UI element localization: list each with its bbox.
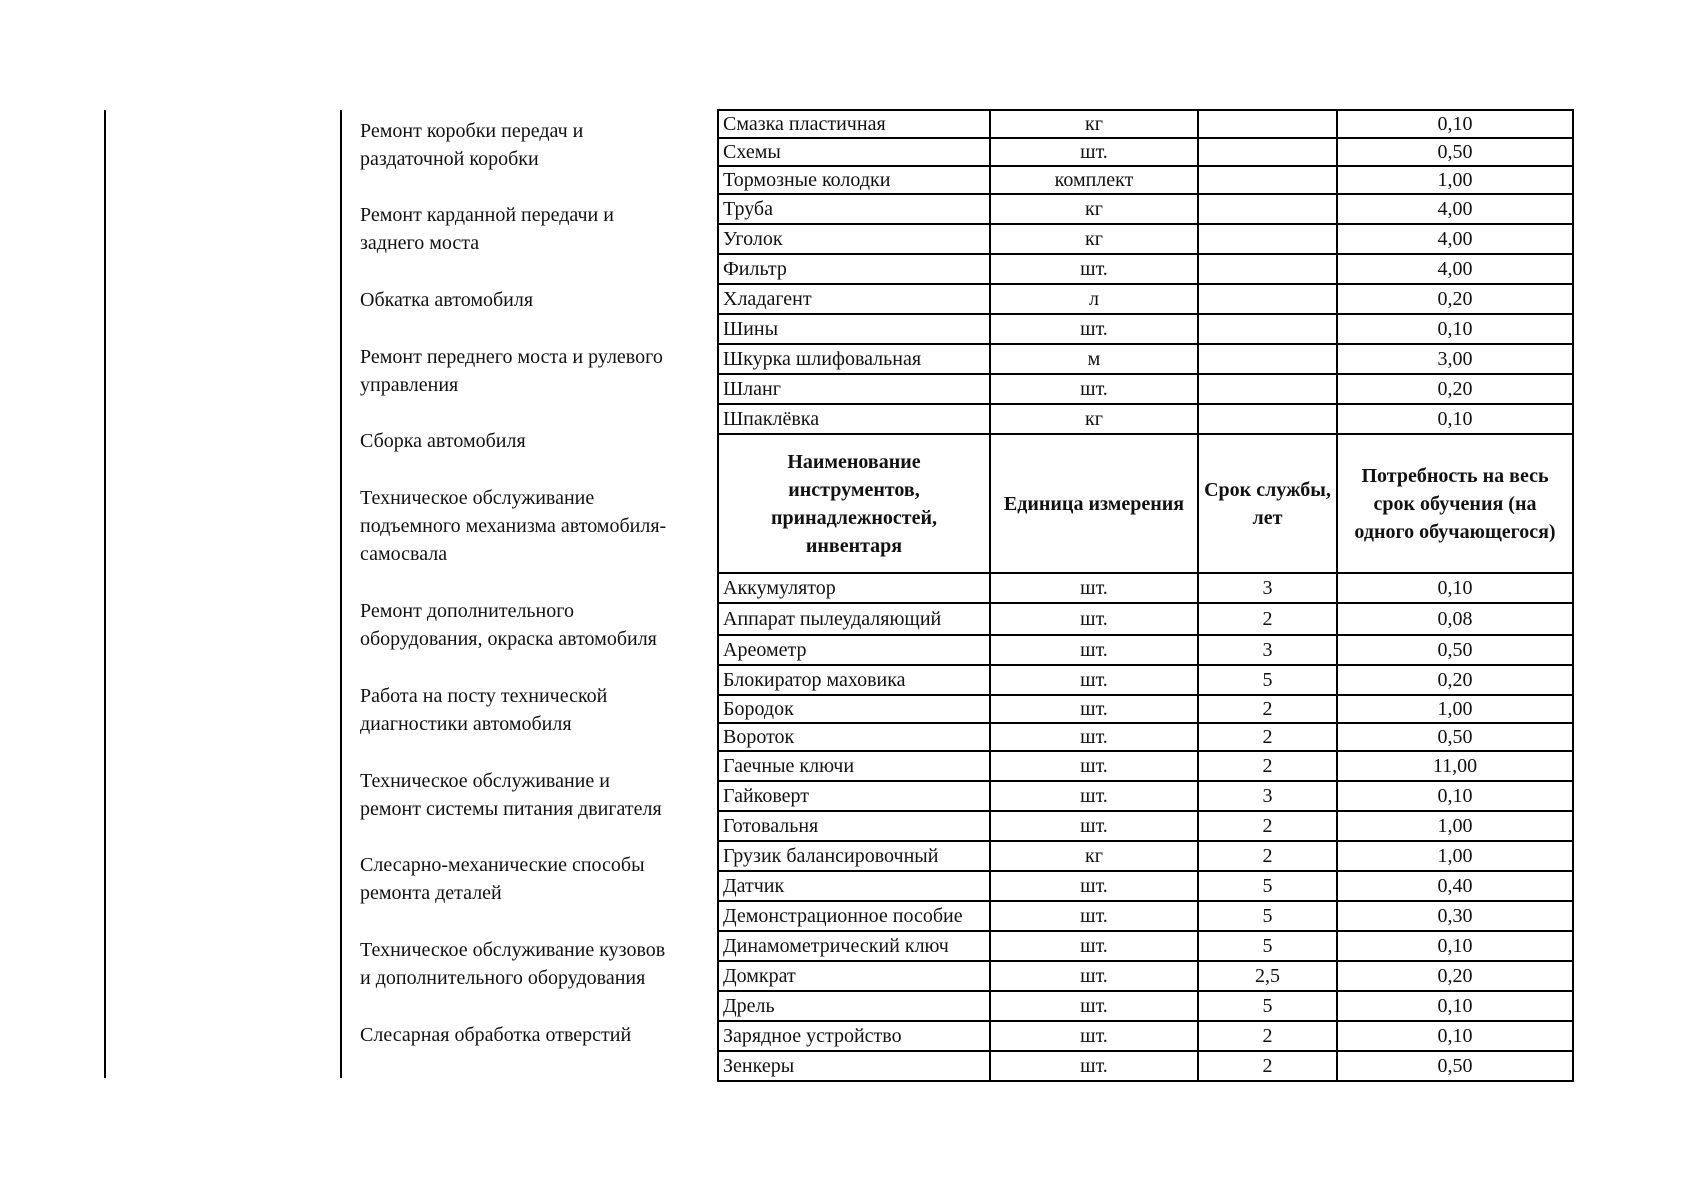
table-row (718, 811, 1573, 841)
cell-name: Гайковерт (718, 781, 990, 811)
cell-life (1198, 284, 1337, 314)
cell-unit: кг (990, 110, 1198, 138)
cell-need: 0,50 (1337, 1051, 1573, 1081)
table-row (718, 224, 1573, 254)
cell-unit: шт. (990, 871, 1198, 901)
cell-life: 2 (1198, 1051, 1337, 1081)
topic-item: Ремонт карданной передачи и заднего моста (360, 204, 614, 254)
topic-item: Ремонт переднего моста и рулевого управления (360, 346, 663, 396)
cell-unit: шт. (990, 573, 1198, 603)
cell-unit: шт. (990, 1021, 1198, 1051)
cell-unit: шт. (990, 603, 1198, 635)
cell-name: Демонстрационное пособие (718, 901, 990, 931)
cell-life: 2 (1198, 841, 1337, 871)
equipment-table (717, 109, 1574, 1082)
table-row (718, 961, 1573, 991)
cell-need: 0,20 (1337, 374, 1573, 404)
cell-life (1198, 166, 1337, 194)
cell-life: 2 (1198, 811, 1337, 841)
topics-border-line (340, 110, 342, 1078)
cell-need: 0,30 (1337, 901, 1573, 931)
cell-life: 2 (1198, 723, 1337, 751)
topic-item: Слесарная обработка отверстий (360, 1024, 632, 1046)
table-row (718, 635, 1573, 665)
cell-name: Фильтр (718, 254, 990, 284)
cell-life: 5 (1198, 901, 1337, 931)
cell-need: 0,40 (1337, 871, 1573, 901)
cell-name: Вороток (718, 723, 990, 751)
cell-life: 5 (1198, 931, 1337, 961)
table-row (718, 1021, 1573, 1051)
cell-name: Тормозные колодки (718, 166, 990, 194)
table-row (718, 751, 1573, 781)
cell-unit: шт. (990, 695, 1198, 723)
cell-life: 3 (1198, 781, 1337, 811)
cell-unit: кг (990, 841, 1198, 871)
table-row (718, 781, 1573, 811)
cell-need: 0,50 (1337, 635, 1573, 665)
cell-name: Динамометрический ключ (718, 931, 990, 961)
cell-need: 11,00 (1337, 751, 1573, 781)
table-row (718, 603, 1573, 635)
cell-name: Шкурка шлифовальная (718, 344, 990, 374)
cell-unit: шт. (990, 811, 1198, 841)
cell-need: 4,00 (1337, 194, 1573, 224)
table-row (718, 110, 1573, 138)
cell-unit: шт. (990, 1051, 1198, 1081)
topic-item: Ремонт дополнительного оборудования, окраска автомобиля (360, 600, 657, 650)
table-row (718, 254, 1573, 284)
topic-item: Ремонт коробки передач и раздаточной коробки (360, 120, 584, 170)
cell-life (1198, 404, 1337, 434)
cell-life: 5 (1198, 665, 1337, 695)
cell-life: 2 (1198, 1021, 1337, 1051)
table-row (718, 344, 1573, 374)
cell-unit: шт. (990, 751, 1198, 781)
cell-unit: шт. (990, 961, 1198, 991)
cell-name: Зарядное устройство (718, 1021, 990, 1051)
table-row (718, 991, 1573, 1021)
cell-name: Датчик (718, 871, 990, 901)
cell-life: 3 (1198, 573, 1337, 603)
cell-need: 0,50 (1337, 723, 1573, 751)
cell-name: Бородок (718, 695, 990, 723)
cell-need: 0,50 (1337, 138, 1573, 166)
cell-unit: м (990, 344, 1198, 374)
cell-life (1198, 374, 1337, 404)
cell-unit: шт. (990, 254, 1198, 284)
cell-unit: шт. (990, 901, 1198, 931)
topic-item: Сборка автомобиля (360, 430, 526, 452)
cell-unit: шт. (990, 931, 1198, 961)
cell-life (1198, 254, 1337, 284)
cell-unit: шт. (990, 374, 1198, 404)
cell-name: Блокиратор маховика (718, 665, 990, 695)
header-name: Наименование инструментов, принадлежностей, инвентаря (718, 434, 990, 573)
cell-name: Смазка пластичная (718, 110, 990, 138)
tools-header-section (718, 434, 1573, 573)
table-row (718, 138, 1573, 166)
cell-unit: л (990, 284, 1198, 314)
cell-need: 0,10 (1337, 781, 1573, 811)
cell-life (1198, 224, 1337, 254)
cell-name: Шланг (718, 374, 990, 404)
table-row (718, 871, 1573, 901)
header-unit: Единица измерения (990, 434, 1198, 573)
table-row (718, 665, 1573, 695)
topic-item: Обкатка автомобиля (360, 289, 534, 311)
cell-need: 0,10 (1337, 110, 1573, 138)
cell-life: 3 (1198, 635, 1337, 665)
cell-name: Схемы (718, 138, 990, 166)
cell-unit: шт. (990, 781, 1198, 811)
cell-life (1198, 344, 1337, 374)
cell-life (1198, 138, 1337, 166)
cell-need: 0,10 (1337, 404, 1573, 434)
cell-life: 2 (1198, 603, 1337, 635)
cell-unit: кг (990, 224, 1198, 254)
table-row (718, 374, 1573, 404)
cell-need: 1,00 (1337, 811, 1573, 841)
left-border-line (104, 110, 106, 1078)
topic-item: Слесарно-механические способы ремонта деталей (360, 854, 645, 904)
cell-unit: кг (990, 194, 1198, 224)
topic-item: Техническое обслуживание подъемного механизма автомобиля- самосвала (360, 487, 667, 565)
table-row (718, 194, 1573, 224)
tools-section (718, 573, 1573, 1081)
cell-life: 2 (1198, 751, 1337, 781)
table-row (718, 314, 1573, 344)
cell-name: Готовальня (718, 811, 990, 841)
cell-unit: шт. (990, 665, 1198, 695)
cell-life (1198, 314, 1337, 344)
cell-unit: шт. (990, 635, 1198, 665)
cell-need: 3,00 (1337, 344, 1573, 374)
cell-need: 0,20 (1337, 665, 1573, 695)
table-row (718, 901, 1573, 931)
cell-need: 0,10 (1337, 991, 1573, 1021)
cell-need: 4,00 (1337, 254, 1573, 284)
cell-unit: шт. (990, 723, 1198, 751)
table-row (718, 284, 1573, 314)
cell-unit: комплект (990, 166, 1198, 194)
cell-need: 0,20 (1337, 961, 1573, 991)
cell-name: Труба (718, 194, 990, 224)
cell-need: 1,00 (1337, 841, 1573, 871)
topic-item: Техническое обслуживание кузовов и дополнительного оборудования (360, 939, 666, 989)
cell-life: 5 (1198, 871, 1337, 901)
cell-name: Уголок (718, 224, 990, 254)
cell-name: Гаечные ключи (718, 751, 990, 781)
cell-name: Хладагент (718, 284, 990, 314)
cell-unit: шт. (990, 991, 1198, 1021)
cell-life: 5 (1198, 991, 1337, 1021)
cell-need: 4,00 (1337, 224, 1573, 254)
header-need: Потребность на весь срок обучения (на одного обучающегося) (1337, 434, 1573, 573)
cell-need: 1,00 (1337, 695, 1573, 723)
table-row (718, 404, 1573, 434)
cell-need: 0,20 (1337, 284, 1573, 314)
table-row (718, 695, 1573, 723)
cell-unit: кг (990, 404, 1198, 434)
table-row (718, 723, 1573, 751)
cell-need: 0,10 (1337, 931, 1573, 961)
cell-name: Грузик балансировочный (718, 841, 990, 871)
cell-name: Ареометр (718, 635, 990, 665)
cell-life: 2 (1198, 695, 1337, 723)
cell-need: 1,00 (1337, 166, 1573, 194)
header-life: Срок службы, лет (1198, 434, 1337, 573)
cell-name: Зенкеры (718, 1051, 990, 1081)
topic-item: Работа на посту технической диагностики автомобиля (360, 685, 608, 735)
table-row (718, 931, 1573, 961)
cell-unit: шт. (990, 314, 1198, 344)
cell-name: Аккумулятор (718, 573, 990, 603)
cell-life (1198, 194, 1337, 224)
table-header-row (718, 434, 1573, 573)
materials-section (718, 110, 1573, 434)
cell-need: 0,08 (1337, 603, 1573, 635)
cell-need: 0,10 (1337, 1021, 1573, 1051)
cell-life: 2,5 (1198, 961, 1337, 991)
cell-name: Шины (718, 314, 990, 344)
cell-need: 0,10 (1337, 314, 1573, 344)
cell-life (1198, 110, 1337, 138)
cell-name: Шпаклёвка (718, 404, 990, 434)
table-row (718, 166, 1573, 194)
topic-item: Техническое обслуживание и ремонт системы питания двигателя (360, 770, 662, 820)
table-row (718, 1051, 1573, 1081)
cell-need: 0,10 (1337, 573, 1573, 603)
table-row (718, 841, 1573, 871)
cell-name: Аппарат пылеудаляющий (718, 603, 990, 635)
table-row (718, 573, 1573, 603)
cell-name: Дрель (718, 991, 990, 1021)
cell-name: Домкрат (718, 961, 990, 991)
cell-unit: шт. (990, 138, 1198, 166)
